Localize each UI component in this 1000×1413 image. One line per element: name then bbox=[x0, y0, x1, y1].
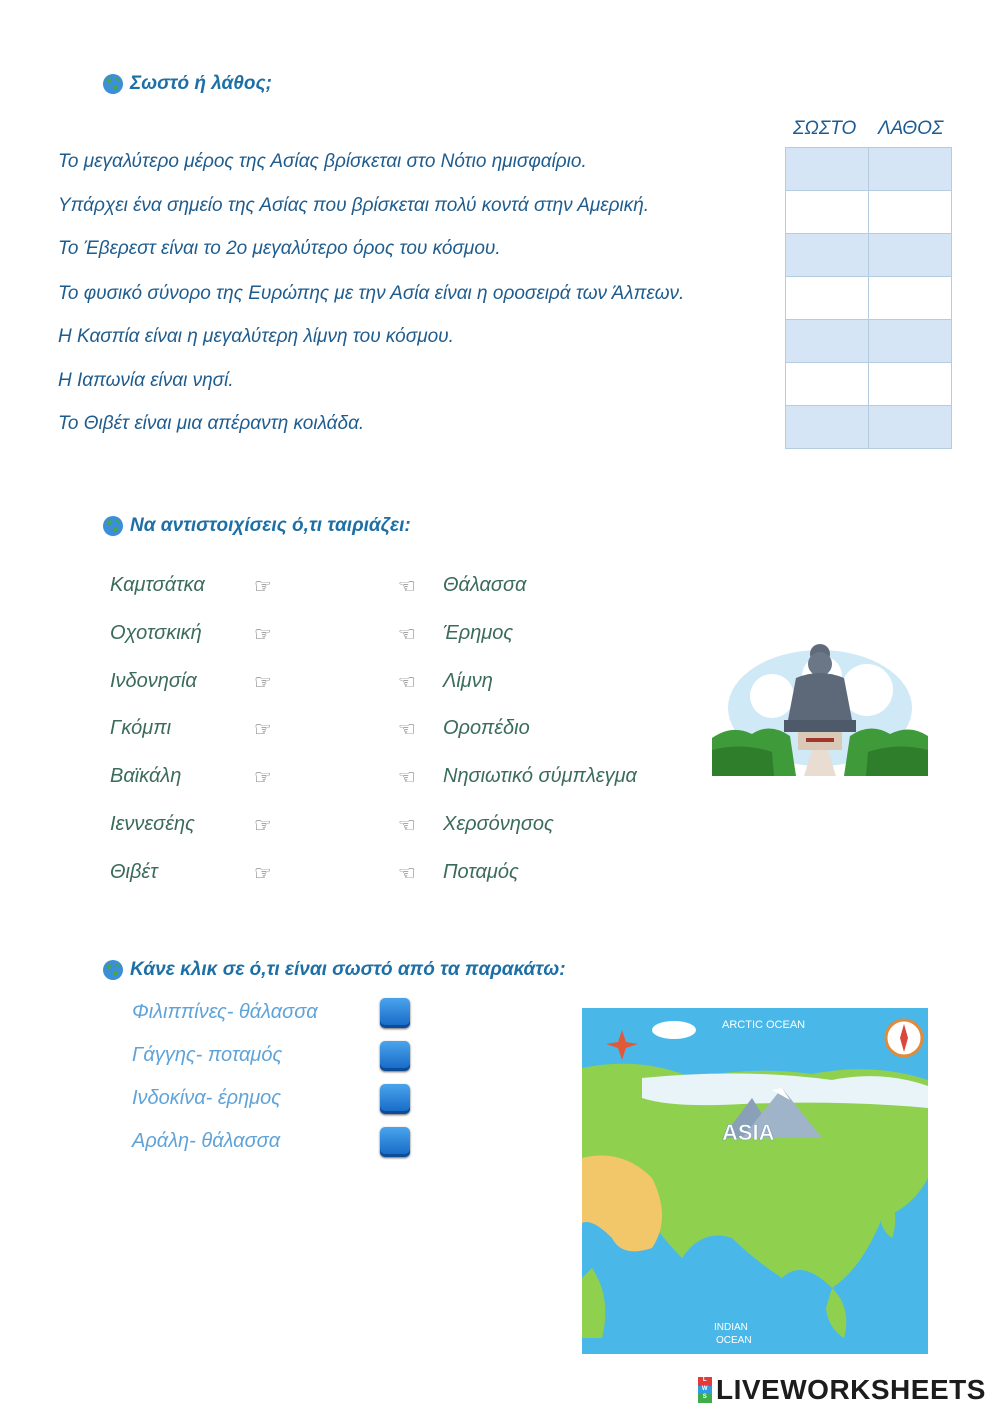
liveworksheets-logo-text: LIVEWORKSHEETS bbox=[716, 1374, 986, 1405]
answer-false-5[interactable] bbox=[869, 320, 952, 363]
answer-false-4[interactable] bbox=[869, 277, 952, 320]
answer-true-2[interactable] bbox=[786, 191, 869, 234]
match-connector-right-6-icon[interactable]: ☜ bbox=[398, 815, 416, 837]
match-connector-left-3-icon[interactable]: ☞ bbox=[254, 672, 272, 694]
answer-false-6[interactable] bbox=[869, 363, 952, 406]
map-label-asia: ASIA bbox=[722, 1120, 775, 1145]
map-label-indian: INDIAN bbox=[714, 1322, 748, 1333]
match-connector-left-4-icon[interactable]: ☞ bbox=[254, 719, 272, 741]
statement-1: Το μεγαλύτερο μέρος της Ασίας βρίσκεται στο Νότιο ημισφαίριο. bbox=[58, 151, 587, 172]
globe-icon bbox=[102, 515, 124, 537]
match-right-3: Λίμνη bbox=[443, 670, 493, 692]
liveworksheets-logo-mark-icon: L W S bbox=[698, 1377, 712, 1403]
match-left-2: Οχοτσκική bbox=[110, 622, 202, 644]
match-connector-right-7-icon[interactable]: ☜ bbox=[398, 863, 416, 885]
globe-icon bbox=[102, 959, 124, 981]
match-connector-right-2-icon[interactable]: ☜ bbox=[398, 624, 416, 646]
match-left-6: Ιεννεσέης bbox=[110, 813, 195, 835]
true-false-heading-text: Σωστό ή λάθος; bbox=[130, 73, 272, 94]
map-label-ocean: OCEAN bbox=[716, 1335, 752, 1346]
option-3-checkbox[interactable] bbox=[380, 1084, 410, 1114]
match-connector-left-1-icon[interactable]: ☞ bbox=[254, 576, 272, 598]
map-label-arctic: ARCTIC OCEAN bbox=[722, 1019, 806, 1031]
asia-map-illustration bbox=[582, 1008, 928, 1354]
match-left-7: Θιβέτ bbox=[110, 861, 158, 883]
option-4: Αράλη- θάλασσα bbox=[132, 1130, 281, 1152]
globe-icon bbox=[102, 73, 124, 95]
option-1: Φιλιππίνες- θάλασσα bbox=[132, 1001, 318, 1023]
matching-heading bbox=[102, 515, 411, 537]
match-connector-right-3-icon[interactable]: ☜ bbox=[398, 672, 416, 694]
option-2-checkbox[interactable] bbox=[380, 1041, 410, 1071]
statement-3: Το Έβερεστ είναι το 2ο μεγαλύτερο όρος του κόσμου. bbox=[58, 238, 501, 259]
statement-5: Η Κασπία είναι η μεγαλύτερη λίμνη του κόσμου. bbox=[58, 326, 454, 347]
match-connector-left-6-icon[interactable]: ☞ bbox=[254, 815, 272, 837]
buddha-statue-illustration bbox=[712, 638, 928, 776]
match-connector-left-7-icon[interactable]: ☞ bbox=[254, 863, 272, 885]
true-false-heading bbox=[102, 73, 272, 95]
answer-false-7[interactable] bbox=[869, 406, 952, 449]
option-2: Γάγγης- ποταμός bbox=[132, 1044, 283, 1066]
answer-true-3[interactable] bbox=[786, 234, 869, 277]
match-left-5: Βαϊκάλη bbox=[110, 765, 182, 787]
statement-4: Το φυσικό σύνορο της Ευρώπης με την Ασία είναι η οροσειρά των Άλπεων. bbox=[58, 283, 685, 304]
match-right-4: Οροπέδιο bbox=[443, 717, 530, 739]
statement-7: Το Θιβέτ είναι μια απέραντη κοιλάδα. bbox=[58, 413, 365, 434]
answer-false-2[interactable] bbox=[869, 191, 952, 234]
match-right-2: Έρημος bbox=[443, 622, 514, 644]
matching-heading-text: Να αντιστοιχίσεις ό,τι ταιριάζει: bbox=[130, 515, 411, 536]
answer-true-7[interactable] bbox=[786, 406, 869, 449]
true-false-answer-table bbox=[785, 147, 952, 449]
match-right-6: Χερσόνησος bbox=[443, 813, 554, 835]
col-true-header: ΣΩΣΤΟ bbox=[793, 118, 857, 139]
col-false-header: ΛΑΘΟΣ bbox=[878, 118, 944, 139]
answer-true-6[interactable] bbox=[786, 363, 869, 406]
click-correct-heading-text: Κάνε κλικ σε ό,τι είναι σωστό από τα παρακάτω: bbox=[130, 959, 566, 980]
answer-true-1[interactable] bbox=[786, 148, 869, 191]
answer-true-5[interactable] bbox=[786, 320, 869, 363]
match-left-3: Ινδονησία bbox=[110, 670, 197, 692]
answer-false-1[interactable] bbox=[869, 148, 952, 191]
answer-false-3[interactable] bbox=[869, 234, 952, 277]
match-right-1: Θάλασσα bbox=[443, 574, 527, 596]
match-connector-left-2-icon[interactable]: ☞ bbox=[254, 624, 272, 646]
option-1-checkbox[interactable] bbox=[380, 998, 410, 1028]
liveworksheets-logo bbox=[698, 1374, 986, 1406]
match-connector-right-1-icon[interactable]: ☜ bbox=[398, 576, 416, 598]
option-4-checkbox[interactable] bbox=[380, 1127, 410, 1157]
match-right-5: Νησιωτικό σύμπλεγμα bbox=[443, 765, 637, 787]
click-correct-heading bbox=[102, 959, 566, 981]
match-left-1: Καμτσάτκα bbox=[110, 574, 205, 596]
match-left-4: Γκόμπι bbox=[110, 717, 172, 739]
option-3: Ινδοκίνα- έρημος bbox=[132, 1087, 282, 1109]
answer-true-4[interactable] bbox=[786, 277, 869, 320]
match-right-7: Ποταμός bbox=[443, 861, 519, 883]
match-connector-right-4-icon[interactable]: ☜ bbox=[398, 719, 416, 741]
statement-2: Υπάρχει ένα σημείο της Ασίας που βρίσκεται πολύ κοντά στην Αμερική. bbox=[58, 195, 650, 216]
match-connector-left-5-icon[interactable]: ☞ bbox=[254, 767, 272, 789]
statement-6: Η Ιαπωνία είναι νησί. bbox=[58, 370, 234, 391]
match-connector-right-5-icon[interactable]: ☜ bbox=[398, 767, 416, 789]
